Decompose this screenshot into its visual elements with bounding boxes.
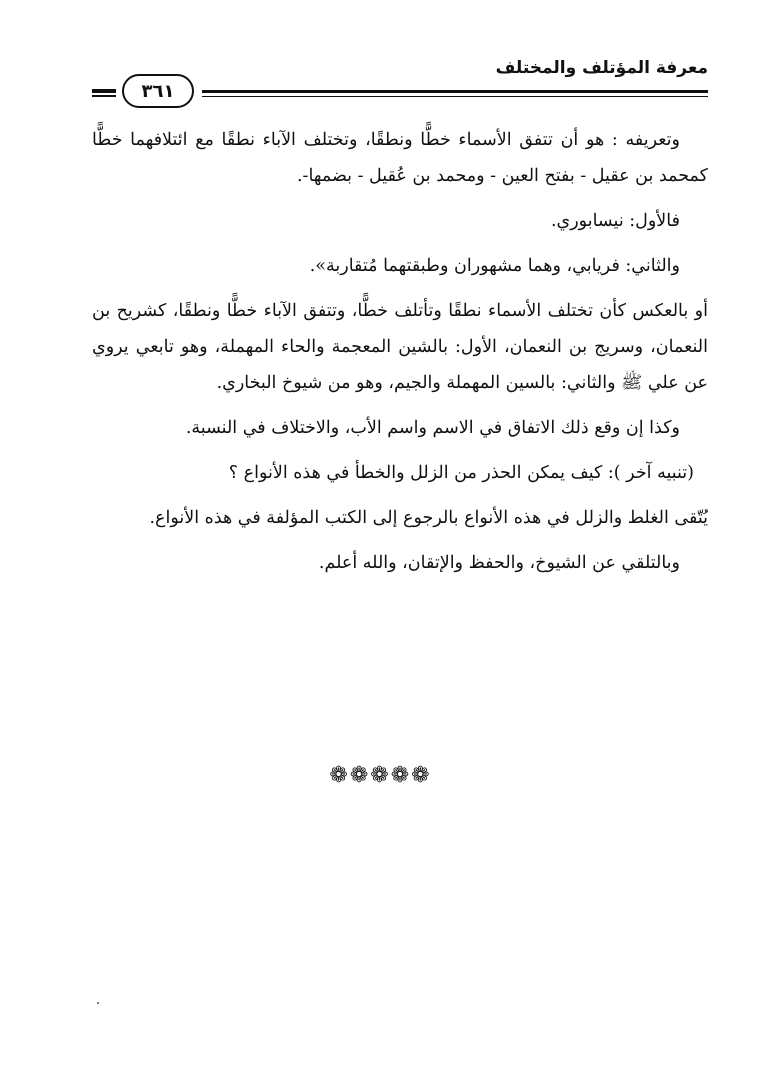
paragraph-note-answer: يُتّقى الغلط والزلل في هذه الأنواع بالرجوع إلى الكتب المؤلفة في هذه الأنواع. xyxy=(149,508,708,528)
page-header xyxy=(92,52,708,102)
running-title: معرفة المؤتلف والمختلف xyxy=(495,58,708,78)
page-body xyxy=(92,122,708,590)
paragraph-closing: وبالتلقي عن الشيوخ، والحفظ والإتقان، والله أعلم. xyxy=(318,553,680,573)
paragraph-second: والثاني: فريابي، وهما مشهوران وطبقتهما مُتقاربة». xyxy=(309,256,680,276)
paragraph-nisba: وكذا إن وقع ذلك الاتفاق في الاسم واسم الأب، والاختلاف في النسبة. xyxy=(185,418,680,438)
paragraph-reverse-case: أو بالعكس كأن تختلف الأسماء نطقًا وتأتلف خطًّا، وتتفق الآباء خطًّا ونطقًا، كشريح بن النعمان، وسريج بن النعمان، الأول: بالشين المعجمة والحاء المهملة، وهو تابعي يروي عن علي ﷺ والثاني: بالسين المهملة والجيم، وهو من شيوخ البخاري. xyxy=(92,301,708,393)
paragraph-definition: وتعريفه : هو أن تتفق الأسماء خطًّا ونطقًا، وتختلف الآباء نطقًا مع ائتلافهما خطًّا كمحمد بن عقيل - بفتح العين - ومحمد بن عُقيل - بضمها-. xyxy=(92,130,708,186)
page-number: ٣٦١ xyxy=(141,80,175,102)
scan-speck xyxy=(97,1002,99,1004)
header-left-dashes xyxy=(92,89,116,98)
paragraph-note-heading: (تنبيه آخر ): كيف يمكن الحذر من الزلل والخطأ في هذه الأنواع ؟ xyxy=(228,463,694,483)
paragraph-first: فالأول: نيسابوري. xyxy=(550,211,680,231)
page-number-badge xyxy=(122,74,194,108)
end-ornament: ❁❁❁❁❁ xyxy=(329,763,432,788)
